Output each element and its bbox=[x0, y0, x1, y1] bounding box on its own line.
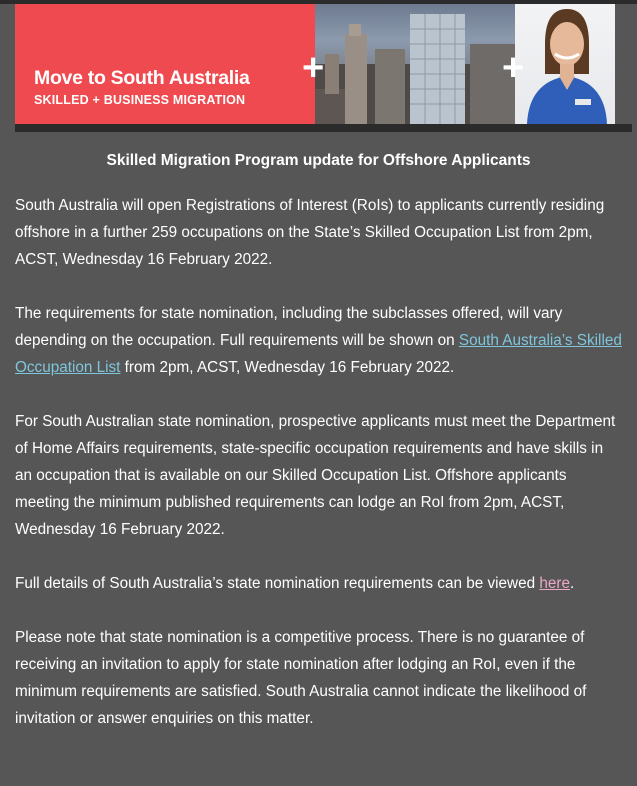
banner-text bbox=[34, 67, 250, 107]
plus-icon: + bbox=[502, 47, 525, 89]
person-photo bbox=[515, 4, 615, 124]
paragraph-text: Full details of South Australia’s state nomination requirements can be viewed bbox=[15, 575, 540, 592]
paragraph-eligibility: For South Australian state nomination, prospective applicants must meet the Department of Home Affairs requirements, state-specific occupation requirements and have skills in an occupation that is available on our Skilled Occupation List. Offshore applicants meeting the minimum published requirements can lodge an RoI from 2pm, ACST, Wednesday 16 February 2022. bbox=[15, 413, 616, 538]
skilled-occupation-list-link[interactable]: South Australia’s Skilled Occupation List bbox=[15, 332, 622, 376]
paragraph-requirements bbox=[15, 300, 622, 381]
banner-title: Move to South Australia bbox=[34, 67, 250, 89]
paragraph-competitive-note: Please note that state nomination is a competitive process. There is no guarantee of receiving an invitation to apply for state nomination after lodging an RoI, even if the minimum requirements are satisfied. South Australia cannot indicate the likelihood of invitation or answer enquiries on this matter. bbox=[15, 629, 587, 727]
plus-icon: + bbox=[302, 47, 325, 89]
banner-bottom-border bbox=[15, 124, 632, 132]
paragraph-text: from 2pm, ACST, Wednesday 16 February 2022. bbox=[120, 359, 455, 376]
details-here-link[interactable]: here bbox=[539, 575, 570, 592]
city-skyline-illustration bbox=[315, 4, 515, 124]
paragraph-full-details bbox=[15, 570, 622, 597]
email-heading: Skilled Migration Program update for Offshore Applicants bbox=[106, 152, 531, 169]
email-body bbox=[15, 150, 622, 759]
paragraph-text: The requirements for state nomination, including the subclasses offered, will vary depending on the occupation. Full requirements will be shown on bbox=[15, 305, 563, 349]
paragraph-roi-opening: South Australia will open Registrations of Interest (RoIs) to applicants currently residing offshore in a further 259 occupations on the State’s Skilled Occupation List from 2pm, ACST, Wednesday 16 February 2022. bbox=[15, 197, 605, 268]
paragraph-text: . bbox=[569, 575, 575, 592]
banner-subtitle: SKILLED + BUSINESS MIGRATION bbox=[34, 93, 246, 107]
city-skyline-image bbox=[315, 4, 515, 124]
smiling-woman-illustration bbox=[515, 4, 615, 124]
header-banner bbox=[15, 4, 615, 124]
